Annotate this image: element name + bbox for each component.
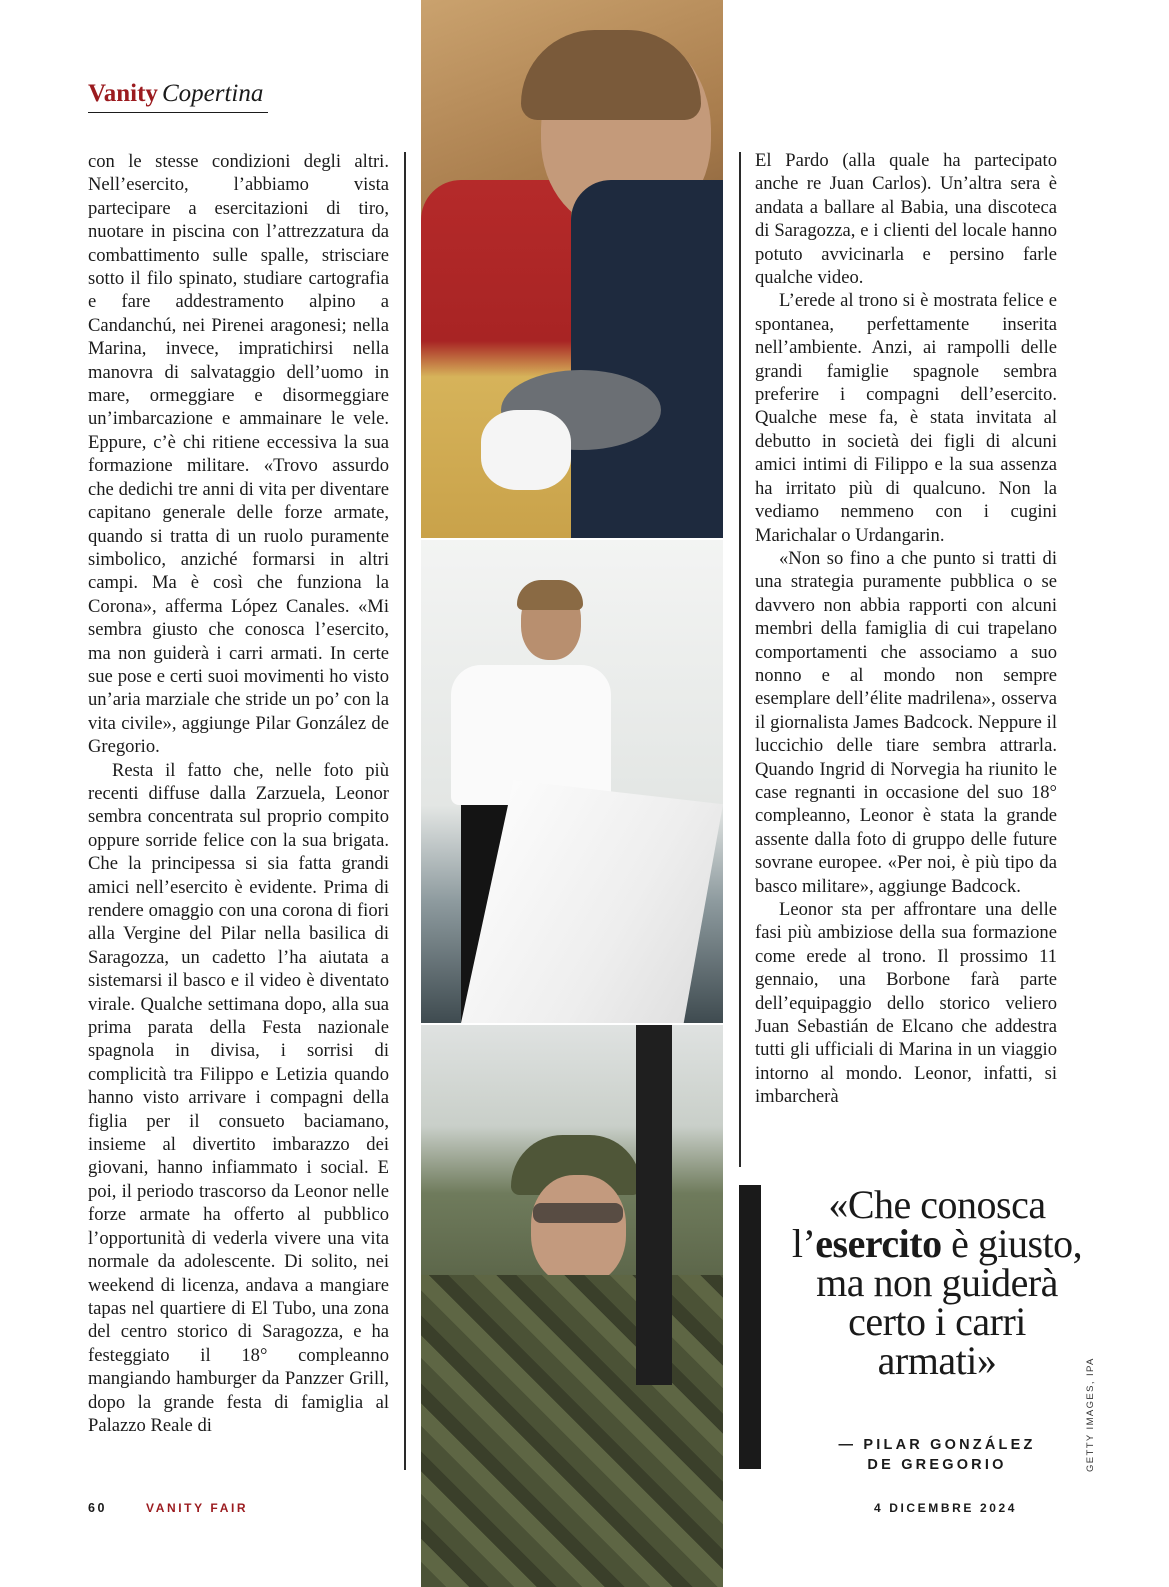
paragraph: El Pardo (alla quale ha partecipato anche re Juan Carlos). Un’altra sera è andata a ballare al Babia, una discoteca di Saragozza, e i clienti del locale hanno potuto avvicinarla e persino farle qualche video. [755, 150, 1057, 289]
attribution-line: DE GREGORIO [867, 1457, 1007, 1473]
paragraph: Leonor sta per affrontare una delle fasi più ambiziose della sua formazione come erede al trono. Il prossimo 11 gennaio, una Borbone farà parte dell’equipaggio dello storico veliero Juan Sebastián de Elcano che addestra tutti gli ufficiali di Marina in un viaggio intorno al mondo. Leonor, infatti, si imbarcherà [755, 899, 1057, 1108]
pull-quote-highlight: esercito [815, 1221, 942, 1266]
section-name: Copertina [161, 80, 264, 107]
pull-quote [739, 1182, 1083, 1473]
column-divider-left [404, 152, 406, 1470]
photo-credit: GETTY IMAGES, IPA [1085, 1357, 1096, 1472]
article-column-left [88, 150, 389, 1437]
magazine-name: VANITY FAIR [146, 1501, 249, 1515]
pull-quote-text [787, 1182, 1087, 1383]
photo-cadet-kissing-flag [421, 0, 723, 538]
page-number: 60 [88, 1501, 108, 1515]
pull-quote-attribution [787, 1435, 1087, 1475]
paragraph: con le stesse condizioni degli altri. Nell’esercito, l’abbiamo vista partecipare a esercitazioni di tiro, nuotare in piscina con l’attrezzatura da combattimento sulle spalle, strisciare sotto il filo spinato, studiare cartografia e fare addestramento alpino a Candanchú, nei Pirenei aragonesi; nella Marina, invece, impratichirsi nella manovra di salvataggio dell’uomo in mare, ormeggiare e disormeggiare un’imbarcazione e ammainare le vele. Eppure, c’è chi ritiene eccessiva la sua formazione militare. «Trovo assurdo che dedichi tre anni di vita per diventare capitano generale delle forze armate, quando si tratta di un ruolo puramente simbolico, anziché formarsi in altri campi. Ma è così che funziona la Corona», afferma López Canales. «Mi sembra giusto che conosca l’esercito, ma non guiderà i carri armati. In certe sue pose e certi suoi movimenti ho visto un’aria marziale che stride un po’ con la vita civile», aggiunge Pilar González de Gregorio. [88, 151, 389, 758]
paragraph: L’erede al trono si è mostrata felice e spontanea, perfettamente inserita nell’ambiente. Anzi, ai rampolli delle grandi famiglie spagnole sembra preferire i compagni dell’esercito. Qualche mese fa, è stata invitata al debutto in società dei figli di alcuni amici intimi di Filippo e la sua assenza ha irritato più di qualcuno. Non la vediamo nemmeno con i cugini Marichalar o Urdangarin. [755, 290, 1057, 546]
attribution-line: — PILAR GONZÁLEZ [838, 1437, 1036, 1453]
column-divider-right [739, 152, 741, 1167]
photo-strip [421, 0, 723, 1587]
photo-cadet-in-camouflage [421, 1025, 723, 1587]
pull-quote-part: «Che conosca l’ [791, 1182, 1046, 1266]
paragraph: «Non so fino a che punto si tratti di una strategia puramente pubblica o se davvero non abbia rapporti con alcuni membri della famiglia di cui trapelano comportamenti che associamo a suo nonno e al mondo non sempre esemplare dell’élite madrilena», osserva il giornalista James Badcock. Neppure il luccichio delle tiare sembra attrarla. Quando Ingrid di Norvegia ha riunito le case regnanti in occasione del suo 18° compleanno, Leonor è stata la grande assente dalla foto di gruppo delle future sovrane europee. «Per noi, è più tipo da basco militare», aggiunge Badcock. [755, 547, 1057, 897]
article-column-right [755, 149, 1057, 1109]
brand-name: Vanity [88, 80, 158, 107]
paragraph: Resta il fatto che, nelle foto più recenti diffuse dalla Zarzuela, Leonor sembra concentrata sul proprio compito oppure sorride felice con la sua brigata. Che la principessa si sia fatta grandi amici nell’esercito è evidente. Prima di rendere omaggio con una corona di fiori alla Vergine del Pilar nella basilica di Saragozza, un cadetto l’ha aiutata a sistemarsi il basco e il video è diventato virale. Qualche settimana dopo, alla sua prima parata della Festa nazionale spagnola in divisa, i sorrisi di complicità tra Filippo e Letizia quando hanno visto arrivare i compagni della figlia per il consueto baciamano, insieme al divertito imbarazzo dei giovani, hanno infiammato i social. E poi, il periodo trascorso da Leonor nelle forze armate ha offerto al pubblico l’opportunità di vederla vivere una vita normale da adolescente. Di solito, nei weekend di licenza, andava a mangiare tapas nel quartiere di El Tubo, una zona del centro storico di Saragozza, e ha festeggiato il 18° compleanno mangiando hamburger da Panzzer Grill, dopo la grande festa di famiglia al Palazzo Reale di [88, 759, 389, 1436]
section-header [88, 80, 268, 113]
photo-cadet-folding-sail [421, 540, 723, 1023]
pull-quote-bar [739, 1185, 761, 1469]
issue-date: 4 DICEMBRE 2024 [874, 1501, 1018, 1515]
pull-quote-part: è giusto, ma non guiderà certo i carri armati» [816, 1221, 1083, 1383]
